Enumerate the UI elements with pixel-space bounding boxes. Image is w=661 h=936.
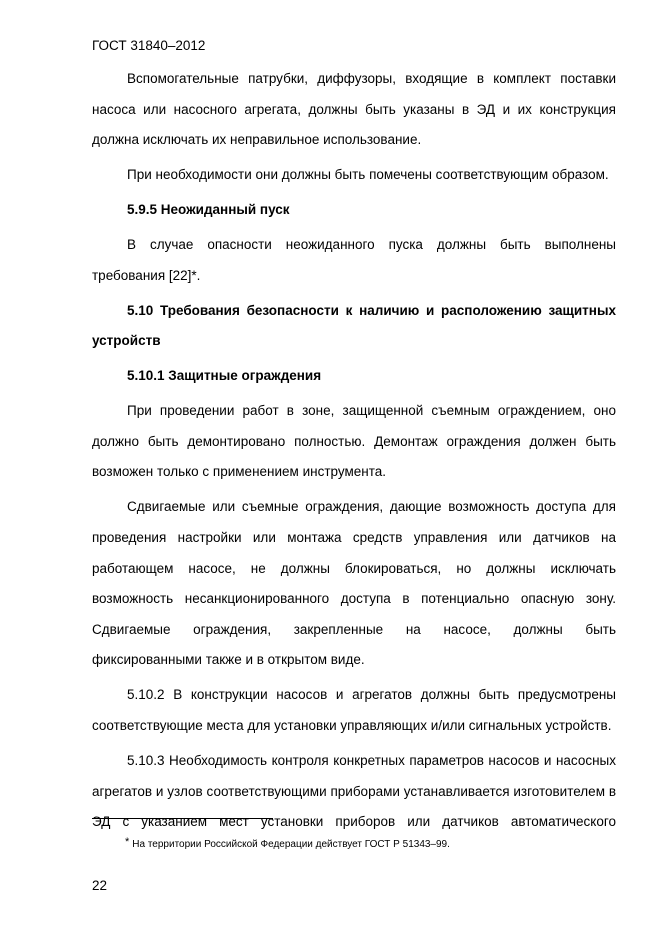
page-number: 22 bbox=[92, 878, 108, 893]
section-heading-unexpected-start: 5.9.5 Неожиданный пуск bbox=[127, 202, 290, 218]
footnote-text: На территории Российской Федерации действует ГОСТ Р 51343–99. bbox=[132, 839, 450, 850]
document-body bbox=[92, 64, 616, 842]
section-heading-guards: 5.10.1 Защитные ограждения bbox=[127, 368, 322, 384]
section-heading-protective-devices: 5.10 Требования безопасности к наличию и расположению защитных устройств bbox=[92, 302, 616, 349]
paragraph-removable-guard: При проведении работ в зоне, защищенной съемным ограждением, оно должно быть демонтировано полностью. Демонтаж ограждения должен быть возможен только с применением инструмента. bbox=[92, 403, 616, 480]
paragraph-sliding-guards: Сдвигаемые или съемные ограждения, дающие возможность доступа для проведения настройки или монтажа средств управления или датчиков на работающем насосе, не должны блокироваться, но должны исключать возможность несанкционированного доступа в потенциально опасную зону. Сдвигаемые ограждения, закрепленные на насосе, должны быть фиксированными также и в открытом виде. bbox=[92, 499, 616, 668]
footnote-divider bbox=[92, 818, 273, 819]
paragraph-unexpected-start: В случае опасности неожиданного пуска должны быть выполнены требования [22]*. bbox=[92, 237, 616, 283]
paragraph-monitoring-parameters: 5.10.3 Необходимость контроля конкретных параметров насосов и насосных агрегатов и узлов соответствующими приборами устанавливается изготовителем в ЭД с указанием мест установки приборов или датчиков автоматического bbox=[92, 752, 616, 830]
document-header: ГОСТ 31840–2012 bbox=[92, 38, 206, 53]
footnote-mark: * bbox=[125, 836, 130, 848]
footnote bbox=[125, 835, 450, 852]
paragraph-auxiliary-nozzles: Вспомогательные патрубки, диффузоры, входящие в комплект поставки насоса или насосного агрегата, должны быть указаны в ЭД и их конструкция должна исключать их неправильное использование. bbox=[92, 71, 616, 148]
paragraph-marking: При необходимости они должны быть помечены соответствующим образом. bbox=[127, 167, 609, 183]
paragraph-control-devices: 5.10.2 В конструкции насосов и агрегатов должны быть предусмотрены соответствующие места для установки управляющих и/или сигнальных устройств. bbox=[92, 687, 616, 733]
